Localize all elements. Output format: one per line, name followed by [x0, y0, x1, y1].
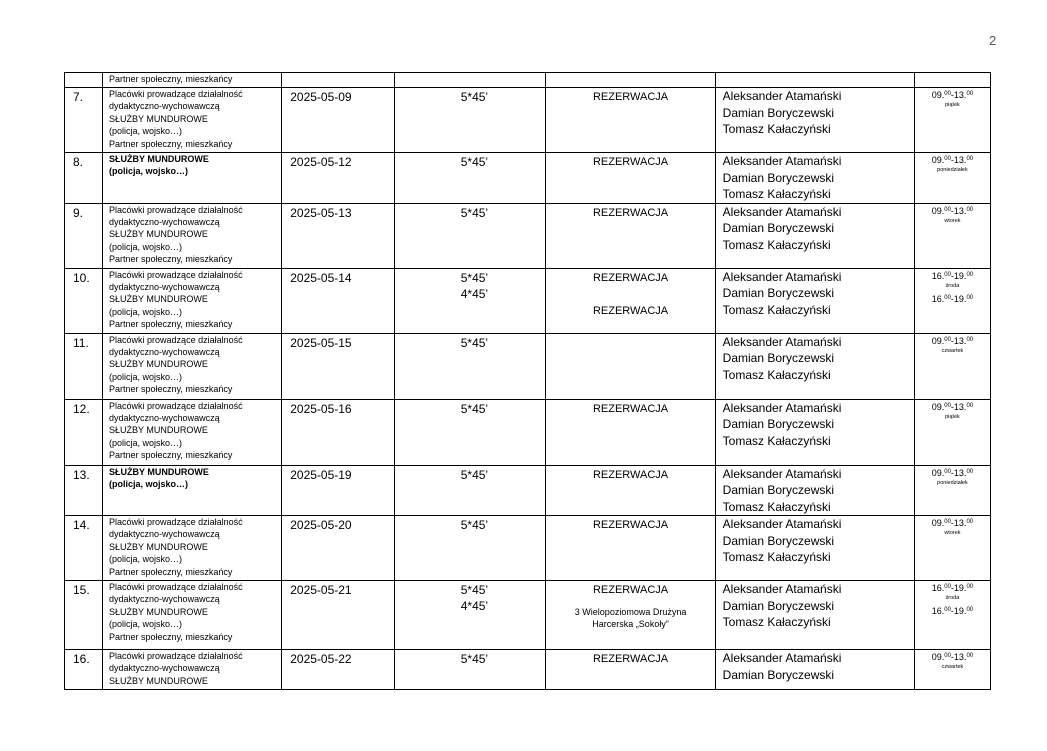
cell-number: 15. [65, 581, 103, 650]
hours-value: 5*45’ [460, 467, 489, 482]
time-range: 16.00-19.00 [931, 270, 974, 281]
staff-name: Tomasz Kałaczyński [722, 550, 831, 564]
time-sup: 00 [944, 91, 951, 97]
participants-line: SŁUŻBY MUNDUROWE [109, 113, 208, 124]
staff-name: Tomasz Kałaczyński [722, 187, 831, 201]
cell-hours [395, 516, 546, 581]
participants-line: (policja, wojsko…) [109, 126, 183, 137]
hours-value: 5*45’ [460, 270, 489, 285]
hours-value: 5*45’ [460, 205, 489, 220]
participants-line: Placówki prowadzące działalność [109, 204, 243, 215]
table-row [65, 581, 991, 650]
cell-staff [715, 516, 914, 581]
cell-hours [395, 203, 546, 268]
cell-staff [715, 203, 914, 268]
hours-value: 5*45’ [460, 155, 489, 169]
table-row [65, 203, 991, 268]
participants-line: SŁUŻBY MUNDUROWE [109, 606, 208, 617]
cell-participants [103, 88, 282, 153]
participants-line: (policja, wojsko…) [109, 478, 189, 489]
cell-staff [715, 73, 914, 88]
time-sup: 00 [966, 294, 974, 301]
cell-status [546, 88, 715, 153]
time-sup: 00 [966, 402, 974, 409]
table-row [65, 465, 991, 516]
cell-status [546, 73, 715, 88]
cell-status [546, 581, 715, 650]
hours-value: 5*45’ [460, 335, 489, 350]
status-label: REZERWACJA [592, 91, 669, 103]
participants-line: dydaktyczno-wychowawczą [109, 346, 220, 357]
status-label: REZERWACJA [592, 206, 669, 219]
participants-line: dydaktyczno-wychowawczą [109, 594, 220, 605]
time-sup: 00 [944, 294, 951, 301]
time-range-second: 16.00-19.00 [931, 606, 974, 616]
cell-staff [715, 153, 914, 204]
cell-staff [715, 399, 914, 465]
staff-name: Tomasz Kałaczyński [722, 302, 831, 317]
hours-value: 5*45’ [460, 518, 489, 532]
cell-time [914, 465, 990, 516]
cell-date: 2025-05-15 [282, 333, 395, 399]
cell-participants [103, 333, 282, 399]
time-sup: 00 [966, 271, 974, 278]
cell-staff [715, 465, 914, 516]
status-label: REZERWACJA [592, 402, 669, 415]
cell-number: 10. [65, 268, 103, 333]
staff-name: Damian Boryczewski [722, 417, 835, 431]
participants-line: Partner społeczny, mieszkańcy [109, 384, 233, 395]
participants-line: (policja, wojsko…) [109, 306, 183, 317]
participants-line: Placówki prowadzące działalność [109, 400, 243, 411]
time-sup: 00 [944, 584, 951, 590]
staff-name: Aleksander Atamański [722, 400, 842, 415]
status-label: REZERWACJA [592, 271, 669, 284]
staff-name: Tomasz Kałaczyński [722, 433, 831, 448]
cell-status [546, 516, 715, 581]
participants-line: Placówki prowadzące działalność [109, 517, 243, 527]
weekday-label: wtorek [944, 530, 961, 536]
cell-date: 2025-05-13 [282, 203, 395, 268]
cell-hours [395, 153, 546, 204]
cell-hours [395, 333, 546, 399]
participants-line: SŁUŻBY MUNDUROWE [109, 229, 208, 240]
schedule-table [64, 72, 991, 690]
time-sup: 00 [966, 468, 974, 475]
cell-date: 2025-05-22 [282, 650, 395, 690]
cell-status [546, 203, 715, 268]
cell-number: 9. [65, 203, 103, 268]
participants-line: SŁUŻBY MUNDUROWE [109, 359, 208, 370]
staff-name: Tomasz Kałaczyński [722, 122, 831, 136]
cell-time [914, 650, 990, 690]
weekday-label: piątek [945, 102, 960, 108]
cell-date [282, 73, 395, 88]
cell-time [914, 73, 990, 88]
cell-participants [103, 399, 282, 465]
status-label: REZERWACJA [592, 305, 669, 317]
time-sup: 00 [944, 468, 951, 475]
schedule-body [65, 73, 991, 690]
participants-line: Partner społeczny, mieszkańcy [109, 566, 233, 577]
time-sup: 00 [944, 519, 951, 525]
cell-hours [395, 73, 546, 88]
cell-date: 2025-05-19 [282, 465, 395, 516]
cell-date: 2025-05-16 [282, 399, 395, 465]
time-range: 09.00-13.00 [931, 518, 974, 528]
cell-staff [715, 268, 914, 333]
cell-hours [395, 581, 546, 650]
participants-line: Placówki prowadzące działalność [109, 582, 243, 592]
time-range: 09.00-13.00 [931, 205, 974, 216]
cell-status [546, 333, 715, 399]
cell-hours [395, 650, 546, 690]
staff-name: Damian Boryczewski [722, 221, 835, 235]
time-sup: 00 [966, 156, 974, 162]
participants-line: (policja, wojsko…) [109, 619, 183, 630]
cell-number: 14. [65, 516, 103, 581]
hours-value: 5*45’ [460, 90, 489, 104]
cell-time [914, 399, 990, 465]
table-row [65, 399, 991, 465]
participants-line: Placówki prowadzące działalność [109, 89, 243, 99]
table-row-continued [65, 73, 991, 88]
staff-name: Damian Boryczewski [722, 533, 835, 548]
cell-time [914, 516, 990, 581]
staff-name: Tomasz Kałaczyński [722, 367, 831, 382]
cell-staff [715, 88, 914, 153]
staff-name: Aleksander Atamański [722, 466, 842, 481]
page-number: 2 [989, 33, 997, 48]
staff-name: Damian Boryczewski [722, 351, 835, 365]
time-range-second: 16.00-19.00 [931, 293, 974, 304]
cell-number: 16. [65, 650, 103, 690]
participants-line: (policja, wojsko…) [109, 241, 183, 252]
time-sup: 00 [944, 607, 951, 613]
staff-name: Aleksander Atamański [722, 582, 842, 596]
hours-value: 4*45’ [460, 286, 489, 301]
weekday-label: środa [945, 595, 960, 601]
participants-line: SŁUŻBY MUNDUROWE [109, 466, 209, 477]
cell-staff [715, 333, 914, 399]
participants-line: SŁUŻBY MUNDUROWE [109, 294, 208, 305]
status-label: REZERWACJA [592, 519, 669, 531]
weekday-label: czwartek [941, 347, 964, 354]
time-sup: 00 [966, 607, 974, 613]
participants-line: SŁUŻBY MUNDUROWE [109, 675, 208, 686]
staff-name: Damian Boryczewski [722, 598, 835, 613]
staff-name: Tomasz Kałaczyński [722, 237, 831, 252]
cell-number: 13. [65, 465, 103, 516]
participants-line: Placówki prowadzące działalność [109, 651, 243, 661]
time-sup: 00 [966, 519, 974, 525]
cell-status [546, 268, 715, 333]
cell-time [914, 581, 990, 650]
staff-name: Aleksander Atamański [722, 89, 842, 103]
participants-line: dydaktyczno-wychowawczą [109, 216, 220, 227]
status-label: REZERWACJA [592, 156, 669, 168]
cell-date: 2025-05-21 [282, 581, 395, 650]
cell-status [546, 153, 715, 204]
participants-line: (policja, wojsko…) [109, 371, 183, 382]
status-label: REZERWACJA [592, 653, 669, 665]
cell-hours [395, 399, 546, 465]
staff-name: Aleksander Atamański [722, 269, 842, 284]
cell-participants [103, 203, 282, 268]
time-sup: 00 [966, 91, 974, 97]
cell-status [546, 650, 715, 690]
time-range: 16.00-19.00 [931, 583, 974, 593]
cell-participants [103, 73, 282, 88]
participants-line: Placówki prowadzące działalność [109, 334, 243, 345]
weekday-label: poniedziałek [937, 167, 968, 173]
cell-date: 2025-05-20 [282, 516, 395, 581]
table-row [65, 516, 991, 581]
time-sup: 00 [944, 156, 951, 162]
cell-time [914, 268, 990, 333]
hours-value: 5*45’ [460, 401, 489, 416]
cell-participants [103, 153, 282, 204]
participants-line: Partner społeczny, mieszkańcy [109, 254, 233, 265]
hours-value: 4*45’ [460, 599, 489, 613]
time-sup: 00 [944, 206, 951, 213]
table-row [65, 650, 991, 690]
participants-line: Placówki prowadzące działalność [109, 269, 243, 280]
weekday-label: poniedziałek [937, 479, 968, 486]
time-sup: 00 [944, 653, 951, 659]
staff-name: Aleksander Atamański [722, 334, 842, 349]
participants-line: Partner społeczny, mieszkańcy [109, 631, 233, 642]
cell-time [914, 88, 990, 153]
weekday-label: wtorek [944, 217, 961, 224]
organization-note: 3 Wielopoziomowa Drużyna Harcerska „Sokoły” [574, 606, 687, 629]
cell-number: 8. [65, 153, 103, 204]
cell-status [546, 465, 715, 516]
participants-line: Partner społeczny, mieszkańcy [109, 319, 233, 330]
participants-line: dydaktyczno-wychowawczą [109, 412, 220, 423]
cell-status [546, 399, 715, 465]
participants-line: SŁUŻBY MUNDUROWE [109, 541, 208, 552]
cell-date: 2025-05-12 [282, 153, 395, 204]
cell-time [914, 153, 990, 204]
cell-number: 12. [65, 399, 103, 465]
participants-line: dydaktyczno-wychowawczą [109, 529, 220, 540]
cell-hours [395, 465, 546, 516]
staff-name: Damian Boryczewski [722, 105, 835, 120]
time-range: 09.00-13.00 [931, 401, 974, 412]
participants-line: dydaktyczno-wychowawczą [109, 101, 220, 112]
staff-name: Aleksander Atamański [722, 204, 842, 219]
time-range: 09.00-13.00 [931, 335, 974, 346]
participants-line: Partner społeczny, mieszkańcy [109, 74, 233, 84]
cell-participants [103, 465, 282, 516]
staff-name: Damian Boryczewski [722, 170, 835, 185]
cell-date: 2025-05-09 [282, 88, 395, 153]
time-sup: 00 [944, 402, 951, 409]
cell-date: 2025-05-14 [282, 268, 395, 333]
staff-name: Aleksander Atamański [722, 517, 842, 531]
staff-name: Aleksander Atamański [722, 154, 842, 168]
cell-participants [103, 581, 282, 650]
time-sup: 00 [944, 271, 951, 278]
cell-number: 7. [65, 88, 103, 153]
participants-line: (policja, wojsko…) [109, 166, 189, 177]
staff-name: Tomasz Kałaczyński [722, 499, 831, 514]
staff-name: Damian Boryczewski [722, 483, 835, 497]
hours-value: 5*45’ [460, 583, 489, 597]
time-range: 09.00-13.00 [931, 155, 974, 165]
weekday-label: czwartek [941, 664, 964, 670]
time-range: 09.00-13.00 [931, 90, 974, 100]
time-sup: 00 [966, 336, 974, 343]
participants-line: SŁUŻBY MUNDUROWE [109, 425, 208, 436]
table-row [65, 88, 991, 153]
participants-line: Partner społeczny, mieszkańcy [109, 138, 233, 149]
staff-name: Damian Boryczewski [722, 286, 835, 300]
table-row [65, 268, 991, 333]
cell-participants [103, 516, 282, 581]
participants-line: dydaktyczno-wychowawczą [109, 663, 220, 674]
staff-name: Aleksander Atamański [722, 651, 842, 665]
time-sup: 00 [966, 653, 974, 659]
cell-hours [395, 268, 546, 333]
time-range: 09.00-13.00 [931, 467, 974, 478]
status-label: REZERWACJA [592, 584, 669, 596]
participants-line: (policja, wojsko…) [109, 437, 183, 448]
cell-participants [103, 650, 282, 690]
cell-staff [715, 581, 914, 650]
hours-value: 5*45’ [460, 652, 489, 666]
time-range: 09.00-13.00 [931, 652, 974, 662]
status-label: REZERWACJA [592, 468, 669, 481]
time-sup: 00 [966, 206, 974, 213]
cell-participants [103, 268, 282, 333]
staff-name: Damian Boryczewski [722, 667, 835, 682]
cell-number: 11. [65, 333, 103, 399]
weekday-label: środa [945, 282, 960, 289]
cell-number [65, 73, 103, 88]
participants-line: dydaktyczno-wychowawczą [109, 281, 220, 292]
cell-hours [395, 88, 546, 153]
cell-staff [715, 650, 914, 690]
staff-name: Tomasz Kałaczyński [722, 615, 831, 629]
participants-line: SŁUŻBY MUNDUROWE [109, 154, 209, 164]
cell-time [914, 333, 990, 399]
time-sup: 00 [944, 336, 951, 343]
weekday-label: piątek [945, 413, 960, 420]
participants-line: (policja, wojsko…) [109, 554, 183, 565]
table-row [65, 153, 991, 204]
cell-time [914, 203, 990, 268]
participants-line: Partner społeczny, mieszkańcy [109, 450, 233, 461]
time-sup: 00 [966, 584, 974, 590]
table-row [65, 333, 991, 399]
